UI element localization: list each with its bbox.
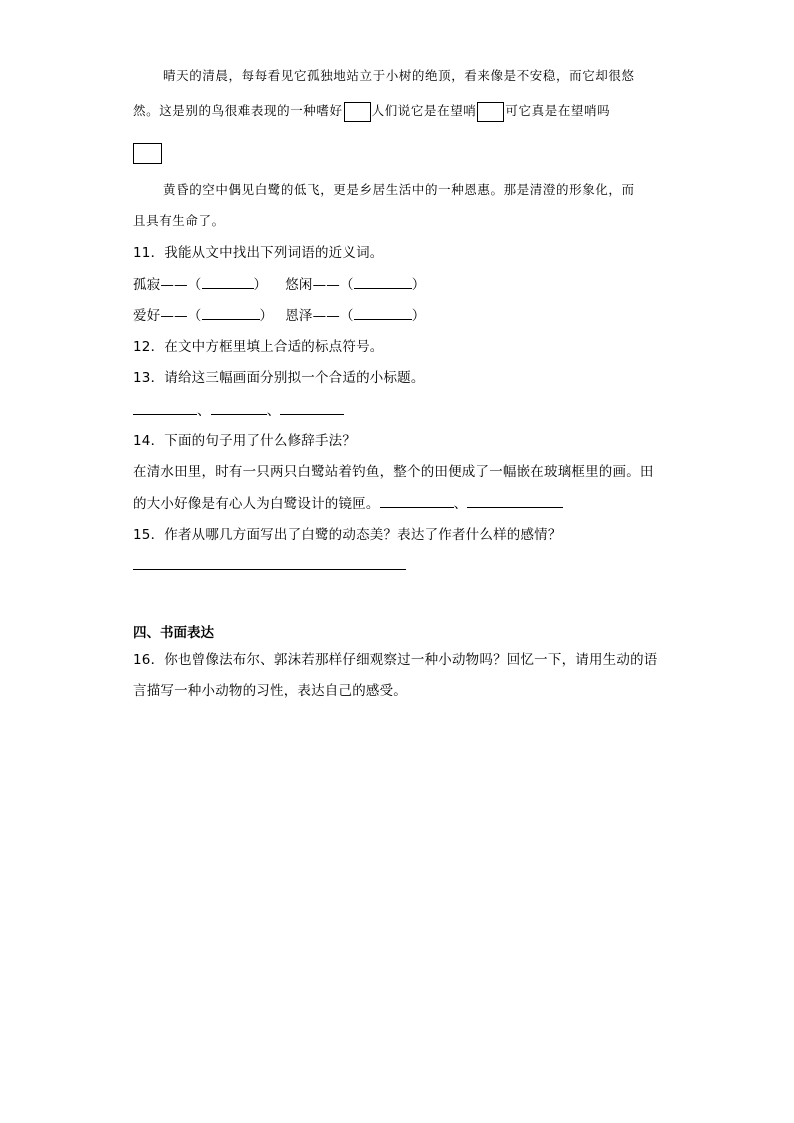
- question-12-prompt: 12．在文中方框里填上合适的标点符号。: [133, 339, 384, 355]
- passage-p1-line2-a: 然。这是别的鸟很难表现的一种嗜好: [133, 103, 343, 118]
- title-blank-1[interactable]: [133, 400, 197, 415]
- separator: 、: [266, 403, 281, 419]
- synonym-label-guji: 孤寂——（: [133, 277, 202, 293]
- close-paren: ）: [411, 277, 426, 293]
- synonym-label-youxian: 悠闲——（: [285, 277, 354, 293]
- close-paren: ）: [411, 308, 426, 324]
- question-13-answers: [133, 400, 344, 421]
- question-14-sentence-line2: [133, 493, 563, 514]
- separator: 、: [197, 403, 211, 419]
- synonym-blank-enze[interactable]: [354, 305, 412, 320]
- punctuation-box-3[interactable]: [133, 143, 162, 164]
- rhetoric-blank-1[interactable]: [380, 493, 454, 508]
- separator: 、: [453, 496, 468, 512]
- synonym-blank-youxian[interactable]: [354, 274, 412, 289]
- passage-p1-line2: [133, 101, 610, 122]
- section-4-heading: 四、书面表达: [133, 625, 214, 641]
- close-paren: ）: [253, 277, 268, 293]
- answer-line-q15[interactable]: [133, 569, 406, 570]
- passage-p1-line1: 晴天的清晨，每每看见它孤独地站立于小树的绝顶，看来像是不安稳，而它却很悠: [163, 68, 635, 83]
- question-11-row-2: [133, 305, 425, 326]
- synonym-blank-guji[interactable]: [202, 274, 254, 289]
- question-13-prompt: 13．请给这三幅画面分别拟一个合适的小标题。: [133, 370, 425, 386]
- synonym-blank-aihao[interactable]: [202, 305, 260, 320]
- close-paren: ）: [259, 308, 274, 324]
- title-blank-3[interactable]: [280, 400, 344, 415]
- question-16-line2: 言描写一种小动物的习性，表达自己的感受。: [133, 683, 407, 699]
- punctuation-box-1[interactable]: [344, 102, 371, 122]
- passage-p1-line2-b: 人们说它是在望哨: [371, 103, 477, 118]
- rhetoric-blank-2[interactable]: [467, 493, 563, 508]
- passage-p2-line1: 黄昏的空中偶见白鹭的低飞，更是乡居生活中的一种恩惠。那是清澄的形象化，而: [163, 182, 635, 197]
- synonym-label-aihao: 爱好——（: [133, 308, 202, 324]
- question-14-sentence-line1: 在清水田里，时有一只两只白鹭站着钓鱼，整个的田便成了一幅嵌在玻璃框里的画。田: [133, 464, 654, 480]
- question-14-prompt: 14．下面的句子用了什么修辞手法？: [133, 433, 357, 449]
- question-14-sentence-end: 的大小好像是有心人为白鹭设计的镜匣。: [133, 496, 380, 512]
- question-11-prompt: 11．我能从文中找出下列词语的近义词。: [133, 245, 384, 261]
- question-16-line1: 16．你也曾像法布尔、郭沫若那样仔细观察过一种小动物吗？回忆一下，请用生动的语: [133, 652, 658, 668]
- synonym-label-enze: 恩泽——（: [285, 308, 354, 324]
- question-11-row-1: [133, 274, 425, 295]
- passage-p1-line2-c: 可它真是在望哨吗: [505, 103, 611, 118]
- punctuation-box-2[interactable]: [477, 102, 504, 122]
- title-blank-2[interactable]: [211, 400, 267, 415]
- question-15-prompt: 15．作者从哪几方面写出了白鹭的动态美？表达了作者什么样的感情？: [133, 527, 562, 543]
- passage-p2-line2: 且具有生命了。: [133, 213, 225, 228]
